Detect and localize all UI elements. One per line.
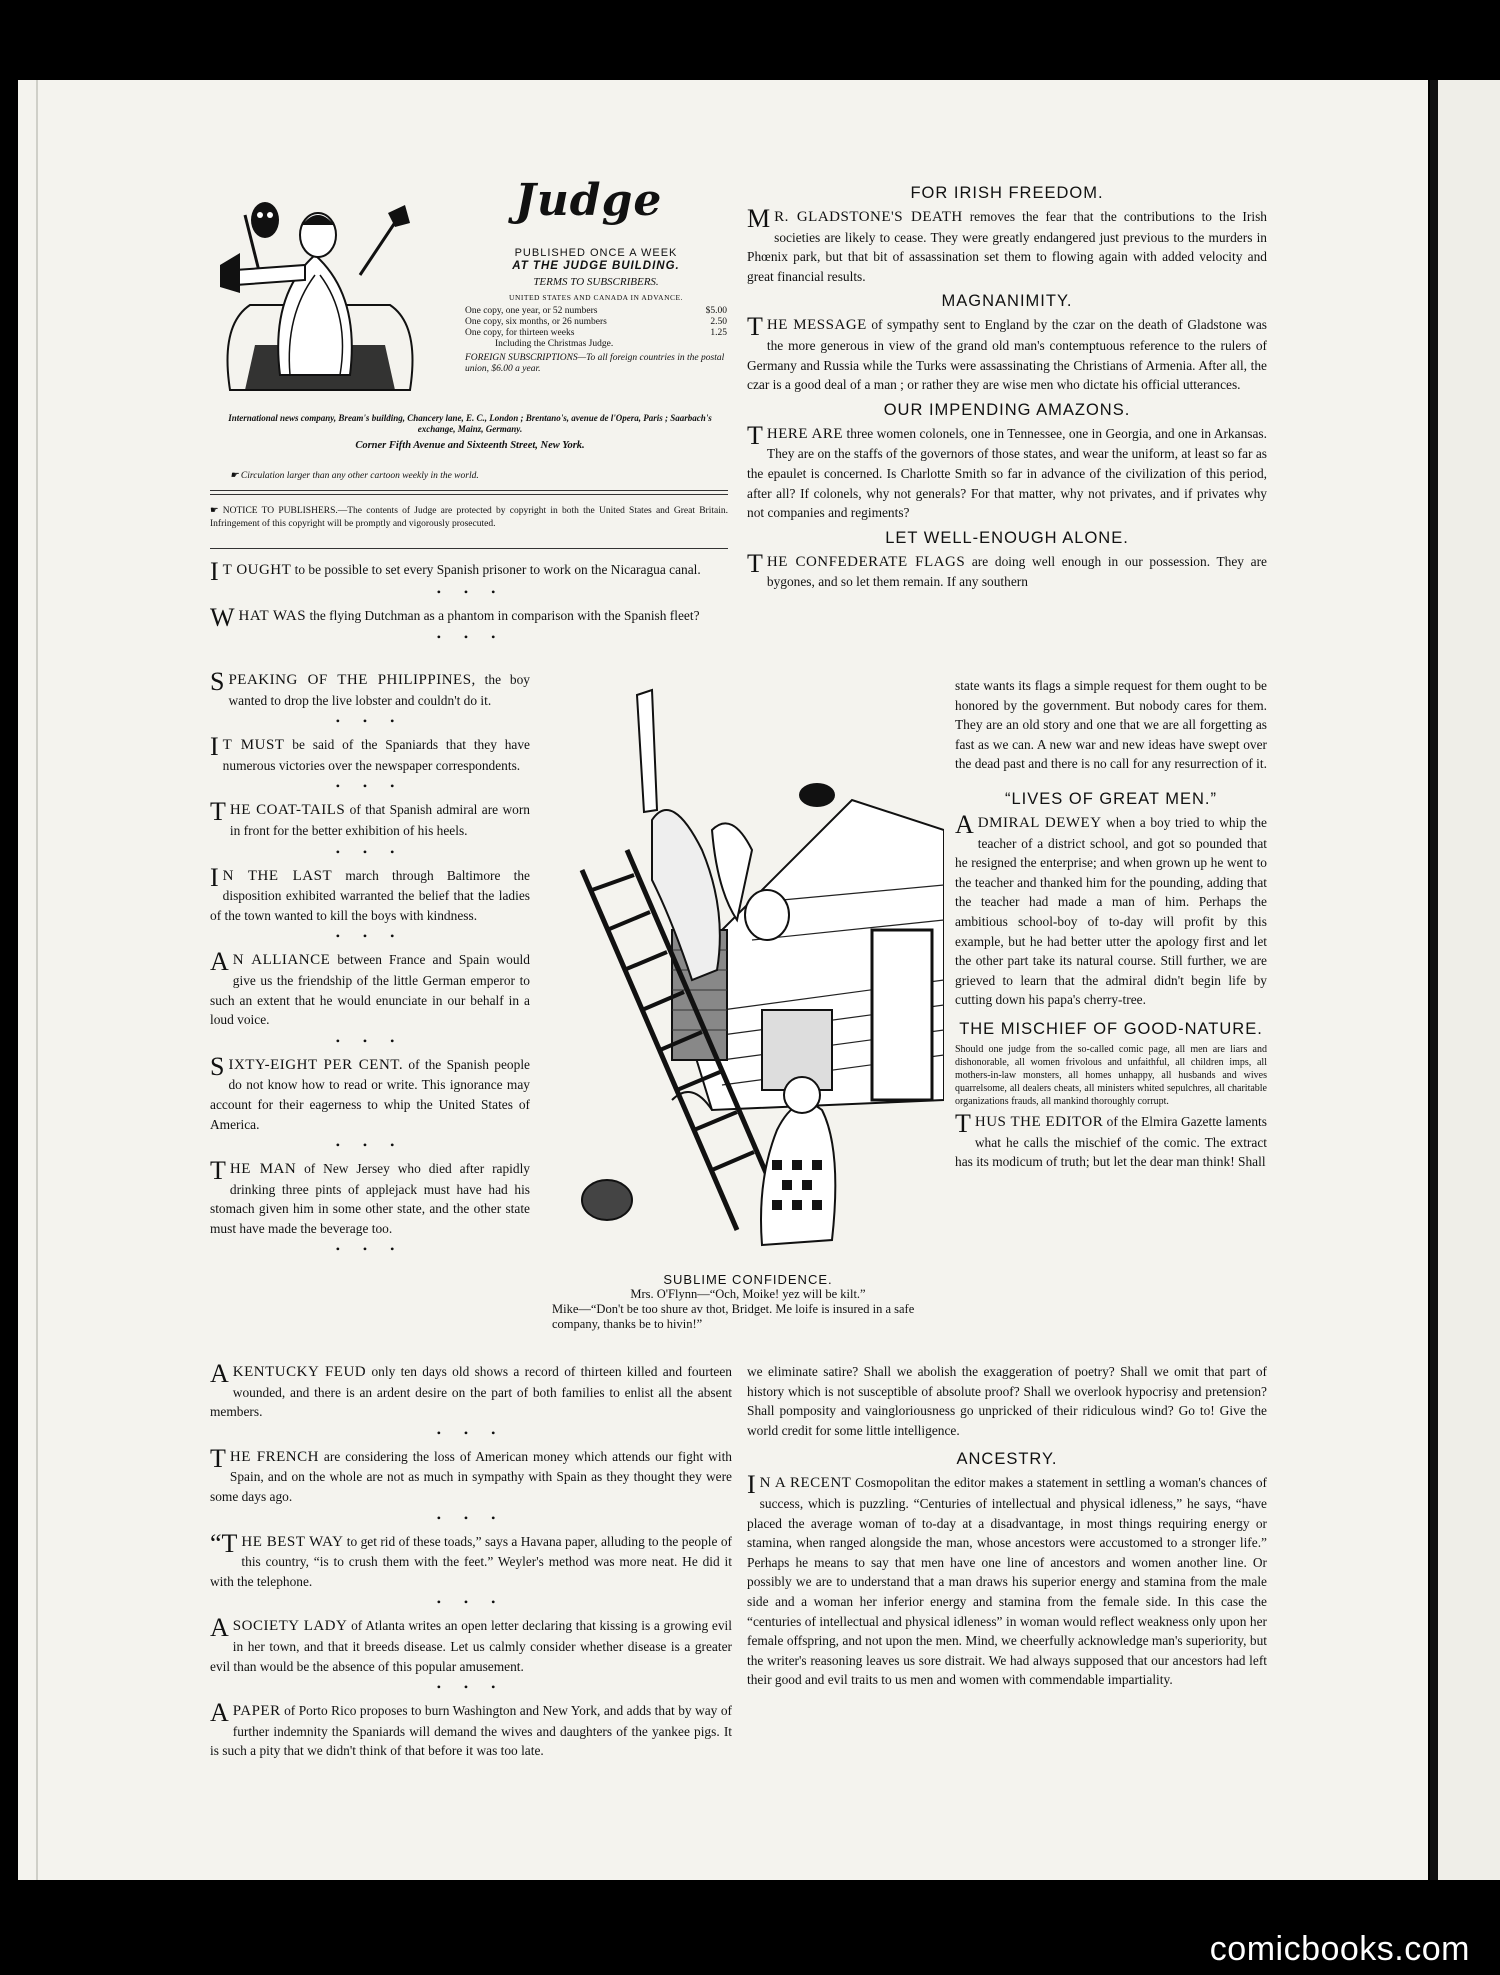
us-canada-line: UNITED STATES AND CANADA IN ADVANCE.	[509, 293, 683, 302]
paragraph: SPEAKING OF THE PHILIPPINES, the boy wanted to drop the live lobster and couldn't do it.	[210, 667, 530, 708]
paragraph: A PAPER of Porto Rico proposes to burn Washington and New York, and adds that by way of further indemnity the Spaniards will demand the wives and daughters of the yankee pigs. It is such a pity that we didn't think of that before it was too late.	[210, 1698, 732, 1759]
paragraph: WHAT WAS the flying Dutchman as a phantom in comparison with the Spanish fleet?	[210, 602, 700, 632]
price-row: One copy, six months, or 26 numbers 2.50	[465, 317, 727, 327]
address-line: Corner Fifth Avenue and Sixteenth Street, New York.	[355, 440, 585, 451]
published-line: PUBLISHED ONCE A WEEK	[514, 247, 678, 259]
pointing-hand-icon: ☛	[210, 506, 223, 516]
separator-dots: • • •	[436, 1595, 506, 1610]
right-column	[747, 178, 1267, 592]
paragraph: we eliminate satire? Shall we abolish the exaggeration of poetry? Shall we omit that part of history which is not susceptible of absolute proof? Shall we overlook hypocrisy and pretension? Shall pomposity and vaingloriousness go unpricked of their ridiculous wind? Go to! Give the world credit for some little intelligence.	[747, 1364, 1267, 1438]
subscription-block	[465, 247, 727, 375]
paragraph: A KENTUCKY FEUD only ten days old shows a record of thirteen killed and fourteen wounded, and there is an ardent desire on the part of both families to enlist all the absent members.	[210, 1359, 733, 1420]
caption-line: Mike—“Don't be too shure av thot, Bridget. Me loife is insured in a safe company, thanks be to hivin!”	[552, 1302, 915, 1331]
separator-dots: • • •	[335, 1138, 405, 1153]
news-agents: International news company, Bream's building, Chancery lane, E. C., London ; Brentano's, avenue de l'Opera, Paris ; Saarbach's exchange, Mainz, Germany.	[228, 413, 712, 434]
masthead-rule	[210, 494, 728, 495]
separator-dots: • • •	[436, 584, 506, 599]
paragraph: THE FRENCH are considering the loss of American money which attends our fight with Spain, and on the whole are not as much in sympathy with Spain as they thought they were some days ago.	[210, 1443, 732, 1504]
cartoon-caption	[552, 1272, 944, 1332]
paragraph: ADMIRAL DEWEY when a boy tried to whip the teacher of a district school, and got so pounded that he resigned the enterprise; and when grown up he went to the teacher and thanked him for the pounding, adding that the teacher had made a man of him. Perhaps the ambitious school-boy of to-day will profit by this example, but he had better utter the apology first and let the other part take its natural course. Still further, we are grieved to learn that the admiral didn't begin life by cutting down his papa's cherry-tree.	[955, 809, 1267, 1008]
separator-dots: • • •	[335, 844, 405, 859]
facing-page-edge	[1438, 80, 1500, 1880]
foreign-subscriptions: FOREIGN SUBSCRIPTIONS—To all foreign countries in the postal union, $6.00 a year.	[465, 353, 725, 374]
section-heading: OUR IMPENDING AMAZONS.	[883, 400, 1131, 419]
separator-dots: • • •	[335, 1242, 405, 1257]
circulation-note: ☛ Circulation larger than any other cartoon weekly in the world.	[230, 471, 479, 481]
separator-dots: • • •	[335, 779, 405, 794]
paragraph: I T MUST be said of the Spaniards that they have numerous victories over the newspaper correspondents.	[210, 732, 530, 773]
paragraph: THE COAT-TAILS of that Spanish admiral are worn in front for the better exhibition of his heels.	[210, 797, 530, 838]
section-heading: LET WELL-ENOUGH ALONE.	[885, 528, 1129, 547]
paragraph: SIXTY-EIGHT PER CENT. of the Spanish people do not know how to read or write. This ignorance may account for their eagerness to whip the United States of America.	[210, 1051, 530, 1132]
quoted-extract: Should one judge from the so-called comic page, all men are liars and dishonorable, all women frivolous and unfaithful, all children imps, all mothers-in-law monsters, all homes unhappy, all husbands and wives quarrelsome, all dealers cheats, all ministers whited sepulchres, all charitable organizations frauds, all mankind thoroughly corrupt.	[955, 1043, 1267, 1107]
left-narrow-column	[210, 667, 531, 1263]
masthead-rule	[210, 490, 728, 491]
separator-dots: • • •	[335, 1033, 405, 1048]
binding-gutter	[1430, 80, 1438, 1880]
separator-dots: • • •	[335, 714, 405, 729]
left-bottom-column	[210, 1359, 733, 1761]
pointing-hand-icon: ☛	[230, 471, 241, 481]
masthead	[210, 175, 730, 495]
left-column	[210, 557, 732, 651]
section-heading: MAGNANIMITY.	[941, 292, 1073, 311]
paragraph: “THE BEST WAY to get rid of these toads,” says a Havana paper, alluding to the people of this country, “is to crush them with the feet.” Weyler's method was more neat. He did it with the telephone.	[210, 1528, 732, 1589]
paragraph: THE MESSAGE of sympathy sent to England by the czar on the death of Gladstone was the more generous in view of the grand old man's contemptuous reference to the rulers of Germany and Russia while the Turks were assassinating the Christians of Armenia. After all, the czar is a good deal of a man ; or rather they are wise men who dictate his official utterances.	[747, 312, 1267, 393]
christmas-note: Including the Christmas Judge.	[495, 339, 614, 349]
paragraph: state wants its flags a simple request for them ought to be honored by the government. But nobody cares for them. They are an old story and one that we are all forgetting as fast as we can. A new war and new ideas have swept over the dead past and there is no call for any resurrection of it.	[955, 678, 1267, 772]
page-crease	[36, 80, 38, 1880]
section-heading: THE MISCHIEF OF GOOD-NATURE.	[959, 1019, 1263, 1038]
paragraph: THE MAN of New Jersey who died after rapidly drinking three pints of applejack must have had his stomach given him in some other state, and the other state must have made the beverage too.	[210, 1156, 531, 1236]
price-row: One copy, for thirteen weeks 1.25	[465, 328, 727, 338]
terms-heading: TERMS TO SUBSCRIBERS.	[533, 276, 659, 288]
paragraph: THUS THE EDITOR of the Elmira Gazette laments what he calls the mischief of the comic. The extract has its modicum of truth; but let the dear man think! Shall	[955, 1108, 1267, 1170]
site-watermark: comicbooks.com	[1209, 1930, 1470, 1968]
section-heading: “LIVES OF GREAT MEN.”	[1005, 789, 1217, 808]
section-heading: FOR IRISH FREEDOM.	[910, 184, 1104, 202]
paragraph: I N A RECENT Cosmopolitan the editor makes a statement in settling a woman's chances of success, which is puzzling. “Centuries of intellectual and physical idleness,” he says, “have placed the average woman of to-day at a disadvantage, in most things requiring energy or stamina, when ranged alongside the man, whose ancestors were accustomed to a stronger life.” Perhaps he means to say that men have one line of ancestors and women another line. Or possibly we are to understand that a man draws his superior energy and stamina from the male side and a woman her inferior energy and stamina from the female side. In this case the “centuries of intellectual and physical idleness” in woman would reflect weakness only upon her female offspring, and not upon the men. Mind, we cheerfully acknowledge man's superiority, but the writer's reasoning leaves us sore distrait. We had always supposed that our ancestors had left their good and evil traits to us men and women with commendable impartiality.	[747, 1470, 1268, 1688]
paragraph: M R. GLADSTONE'S DEATH removes the fear that the contributions to the Irish societies are likely to cease. They were greatly endangered just previous to the murders in Phœnix park, but that bit of assassination set them to flowing again with added velocity and great financial results.	[747, 204, 1267, 284]
separator-dots: • • •	[436, 1510, 506, 1525]
paragraph: THERE ARE three women colonels, one in Tennessee, one in Georgia, and one in Arkansas. They are on the staffs of the governors of those states, and wear the uniform, at least so far as the epaulet is concerned. Is Charlotte Smith so far in advance of the civilization of this period, after all? If colonels, why not generals? For that matter, why not privates, and if privates why not companies and regiments?	[747, 420, 1267, 521]
separator-dots: • • •	[436, 1680, 506, 1695]
paragraph: A N ALLIANCE between France and Spain would give us the friendship of the little German emperor to such an extent that he would enunciate in our behalf in a loud voice.	[210, 947, 530, 1028]
section-heading: ANCESTRY.	[956, 1450, 1058, 1469]
building-line: AT THE JUDGE BUILDING.	[512, 260, 680, 272]
price-row: One copy, one year, or 52 numbers $5.00	[465, 306, 727, 316]
right-narrow-column	[955, 676, 1267, 1172]
cartoon-title: SUBLIME CONFIDENCE.	[663, 1272, 833, 1287]
copyright-notice: ☛ NOTICE TO PUBLISHERS.—The contents of Judge are protected by copyright in both the United States and Great Britain. Infringement of this copyright will be promptly and vigorously prosecuted.	[210, 506, 728, 529]
separator-dots: • • •	[436, 1425, 506, 1440]
paragraph: A SOCIETY LADY of Atlanta writes an open letter declaring that kissing is a growing evil in her town, and that it breeds disease. Let us calmly consider whether disease is a greater evil than would be the absence of this popular amusement.	[210, 1613, 732, 1674]
notice-rule	[210, 548, 728, 549]
paragraph: I N THE LAST march through Baltimore the disposition exhibited warranted the belief that the ladies of the town wanted to kill the boys with kindness.	[210, 862, 530, 923]
caption-line: Mrs. O'Flynn—“Och, Moike! yez will be kilt.”	[630, 1287, 866, 1301]
separator-dots: • • •	[436, 630, 506, 645]
paragraph: I T OUGHT to be possible to set every Spanish prisoner to work on the Nicaragua canal.	[210, 557, 701, 586]
right-bottom-column	[747, 1362, 1267, 1690]
cartoon-illustration	[552, 680, 944, 1270]
judge-logo: Judge	[515, 175, 663, 226]
price-list	[465, 306, 727, 350]
jester-illustration	[210, 175, 430, 400]
separator-dots: • • •	[335, 929, 405, 944]
paragraph: THE CONFEDERATE FLAGS are doing well enough in our possession. They are bygones, and so let them remain. If any southern	[747, 548, 1267, 590]
